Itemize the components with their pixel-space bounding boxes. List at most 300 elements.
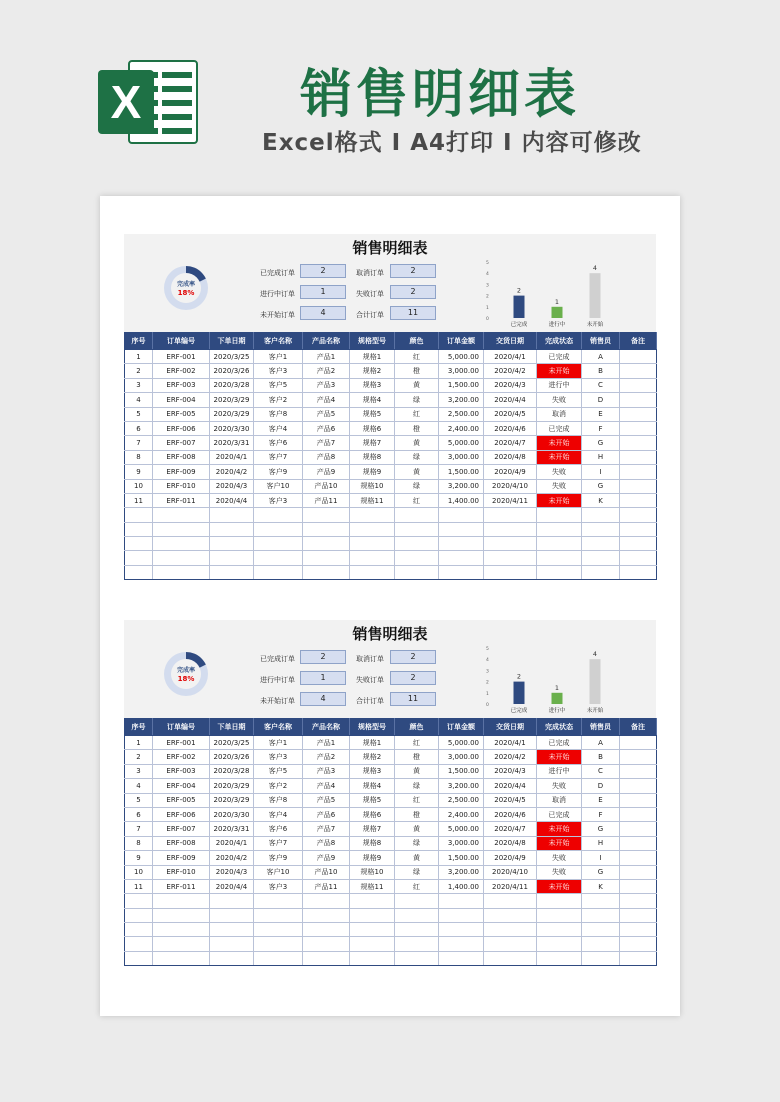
cell-delivery-date[interactable]: 2020/4/8 (484, 836, 537, 850)
cell-order-date[interactable]: 2020/3/29 (210, 407, 254, 421)
cell-color[interactable]: 绿 (395, 479, 439, 493)
cell-delivery-date[interactable]: 2020/4/10 (484, 865, 537, 879)
empty-cell[interactable] (620, 894, 657, 908)
cell-salesperson[interactable]: A (582, 736, 620, 750)
empty-cell[interactable] (537, 565, 582, 579)
cell-spec[interactable]: 规格8 (350, 836, 395, 850)
cell-customer[interactable]: 客户2 (254, 393, 303, 407)
cell-product[interactable]: 产品5 (303, 793, 350, 807)
empty-cell[interactable] (395, 522, 439, 536)
empty-cell[interactable] (439, 537, 484, 551)
cell-order-no[interactable]: ERF-007 (153, 822, 210, 836)
cell-amount[interactable]: 5,000.00 (439, 736, 484, 750)
cell-product[interactable]: 产品2 (303, 364, 350, 378)
empty-cell[interactable] (125, 537, 153, 551)
empty-cell[interactable] (484, 537, 537, 551)
stat-total-value[interactable]: 11 (390, 692, 436, 706)
cell-status[interactable]: 未开始 (537, 750, 582, 764)
empty-cell[interactable] (439, 565, 484, 579)
empty-cell[interactable] (153, 894, 210, 908)
empty-cell[interactable] (620, 565, 657, 579)
cell-product[interactable]: 产品4 (303, 779, 350, 793)
cell-seq[interactable]: 5 (125, 793, 153, 807)
cell-seq[interactable]: 10 (125, 865, 153, 879)
cell-order-no[interactable]: ERF-005 (153, 793, 210, 807)
cell-amount[interactable]: 3,000.00 (439, 750, 484, 764)
empty-cell[interactable] (210, 908, 254, 922)
empty-cell[interactable] (125, 937, 153, 951)
cell-order-no[interactable]: ERF-001 (153, 736, 210, 750)
cell-status[interactable]: 失败 (537, 393, 582, 407)
empty-cell[interactable] (254, 951, 303, 965)
empty-cell[interactable] (153, 951, 210, 965)
cell-seq[interactable]: 10 (125, 479, 153, 493)
empty-cell[interactable] (395, 508, 439, 522)
cell-order-date[interactable]: 2020/4/1 (210, 450, 254, 464)
cell-order-date[interactable]: 2020/3/26 (210, 750, 254, 764)
empty-cell[interactable] (303, 522, 350, 536)
empty-cell[interactable] (484, 565, 537, 579)
cell-remark[interactable] (620, 393, 657, 407)
cell-order-date[interactable]: 2020/3/30 (210, 421, 254, 435)
cell-order-no[interactable]: ERF-006 (153, 421, 210, 435)
cell-order-no[interactable]: ERF-007 (153, 436, 210, 450)
cell-seq[interactable]: 4 (125, 393, 153, 407)
cell-amount[interactable]: 2,400.00 (439, 807, 484, 821)
cell-product[interactable]: 产品10 (303, 479, 350, 493)
cell-product[interactable]: 产品7 (303, 822, 350, 836)
empty-cell[interactable] (439, 908, 484, 922)
cell-seq[interactable]: 11 (125, 493, 153, 507)
empty-cell[interactable] (254, 508, 303, 522)
cell-spec[interactable]: 规格7 (350, 822, 395, 836)
empty-cell[interactable] (439, 937, 484, 951)
empty-cell[interactable] (620, 937, 657, 951)
cell-order-no[interactable]: ERF-005 (153, 407, 210, 421)
cell-order-date[interactable]: 2020/4/4 (210, 879, 254, 893)
cell-amount[interactable]: 3,000.00 (439, 836, 484, 850)
empty-cell[interactable] (153, 522, 210, 536)
empty-cell[interactable] (582, 923, 620, 937)
cell-product[interactable]: 产品3 (303, 764, 350, 778)
cell-status[interactable]: 未开始 (537, 822, 582, 836)
cell-salesperson[interactable]: H (582, 836, 620, 850)
empty-cell[interactable] (582, 894, 620, 908)
cell-seq[interactable]: 11 (125, 879, 153, 893)
cell-customer[interactable]: 客户4 (254, 807, 303, 821)
cell-product[interactable]: 产品1 (303, 350, 350, 364)
empty-cell[interactable] (254, 565, 303, 579)
cell-status[interactable]: 失败 (537, 479, 582, 493)
cell-remark[interactable] (620, 407, 657, 421)
empty-cell[interactable] (537, 508, 582, 522)
empty-cell[interactable] (350, 951, 395, 965)
cell-status[interactable]: 未开始 (537, 836, 582, 850)
cell-color[interactable]: 黄 (395, 822, 439, 836)
cell-remark[interactable] (620, 493, 657, 507)
cell-product[interactable]: 产品6 (303, 807, 350, 821)
cell-status[interactable]: 进行中 (537, 378, 582, 392)
cell-order-date[interactable]: 2020/3/28 (210, 764, 254, 778)
empty-cell[interactable] (125, 951, 153, 965)
cell-order-date[interactable]: 2020/3/29 (210, 393, 254, 407)
cell-spec[interactable]: 规格1 (350, 350, 395, 364)
cell-status[interactable]: 进行中 (537, 764, 582, 778)
cell-delivery-date[interactable]: 2020/4/5 (484, 793, 537, 807)
cell-status[interactable]: 已完成 (537, 807, 582, 821)
empty-cell[interactable] (303, 908, 350, 922)
cell-status[interactable]: 未开始 (537, 493, 582, 507)
cell-color[interactable]: 绿 (395, 393, 439, 407)
cell-customer[interactable]: 客户10 (254, 865, 303, 879)
cell-remark[interactable] (620, 479, 657, 493)
cell-order-date[interactable]: 2020/4/1 (210, 836, 254, 850)
empty-cell[interactable] (153, 565, 210, 579)
cell-seq[interactable]: 3 (125, 764, 153, 778)
cell-seq[interactable]: 5 (125, 407, 153, 421)
cell-remark[interactable] (620, 865, 657, 879)
cell-spec[interactable]: 规格4 (350, 779, 395, 793)
empty-cell[interactable] (395, 923, 439, 937)
cell-order-no[interactable]: ERF-010 (153, 865, 210, 879)
cell-status[interactable]: 失败 (537, 465, 582, 479)
empty-cell[interactable] (395, 951, 439, 965)
cell-remark[interactable] (620, 851, 657, 865)
cell-customer[interactable]: 客户5 (254, 378, 303, 392)
empty-cell[interactable] (395, 551, 439, 565)
cell-status[interactable]: 未开始 (537, 450, 582, 464)
cell-product[interactable]: 产品11 (303, 493, 350, 507)
cell-seq[interactable]: 1 (125, 736, 153, 750)
cell-delivery-date[interactable]: 2020/4/3 (484, 764, 537, 778)
cell-salesperson[interactable]: B (582, 750, 620, 764)
cell-remark[interactable] (620, 378, 657, 392)
stat-in-progress-value[interactable]: 1 (300, 285, 346, 299)
cell-seq[interactable]: 1 (125, 350, 153, 364)
cell-customer[interactable]: 客户7 (254, 450, 303, 464)
empty-cell[interactable] (484, 937, 537, 951)
empty-cell[interactable] (303, 551, 350, 565)
cell-color[interactable]: 红 (395, 736, 439, 750)
cell-customer[interactable]: 客户2 (254, 779, 303, 793)
empty-cell[interactable] (350, 923, 395, 937)
cell-status[interactable]: 失败 (537, 851, 582, 865)
cell-amount[interactable]: 2,500.00 (439, 407, 484, 421)
cell-salesperson[interactable]: E (582, 793, 620, 807)
cell-product[interactable]: 产品4 (303, 393, 350, 407)
empty-cell[interactable] (303, 508, 350, 522)
cell-seq[interactable]: 9 (125, 465, 153, 479)
empty-cell[interactable] (125, 923, 153, 937)
cell-spec[interactable]: 规格10 (350, 479, 395, 493)
empty-cell[interactable] (153, 908, 210, 922)
cell-spec[interactable]: 规格6 (350, 807, 395, 821)
cell-remark[interactable] (620, 750, 657, 764)
cell-delivery-date[interactable]: 2020/4/3 (484, 378, 537, 392)
cell-amount[interactable]: 1,500.00 (439, 378, 484, 392)
cell-status[interactable]: 取消 (537, 793, 582, 807)
empty-cell[interactable] (582, 537, 620, 551)
cell-delivery-date[interactable]: 2020/4/6 (484, 807, 537, 821)
empty-cell[interactable] (303, 565, 350, 579)
empty-cell[interactable] (210, 537, 254, 551)
cell-color[interactable]: 黄 (395, 436, 439, 450)
empty-cell[interactable] (395, 565, 439, 579)
empty-cell[interactable] (484, 951, 537, 965)
cell-order-no[interactable]: ERF-003 (153, 378, 210, 392)
cell-remark[interactable] (620, 793, 657, 807)
empty-cell[interactable] (582, 522, 620, 536)
cell-delivery-date[interactable]: 2020/4/2 (484, 364, 537, 378)
cell-order-date[interactable]: 2020/3/25 (210, 350, 254, 364)
cell-spec[interactable]: 规格5 (350, 793, 395, 807)
cell-product[interactable]: 产品9 (303, 851, 350, 865)
cell-status[interactable]: 失败 (537, 865, 582, 879)
cell-salesperson[interactable]: D (582, 393, 620, 407)
cell-order-no[interactable]: ERF-006 (153, 807, 210, 821)
cell-order-no[interactable]: ERF-010 (153, 479, 210, 493)
empty-cell[interactable] (537, 923, 582, 937)
cell-delivery-date[interactable]: 2020/4/11 (484, 879, 537, 893)
cell-order-no[interactable]: ERF-011 (153, 879, 210, 893)
cell-customer[interactable]: 客户9 (254, 851, 303, 865)
cell-delivery-date[interactable]: 2020/4/1 (484, 736, 537, 750)
cell-customer[interactable]: 客户1 (254, 350, 303, 364)
empty-cell[interactable] (153, 937, 210, 951)
cell-spec[interactable]: 规格8 (350, 450, 395, 464)
cell-order-no[interactable]: ERF-008 (153, 836, 210, 850)
empty-cell[interactable] (537, 537, 582, 551)
empty-cell[interactable] (210, 937, 254, 951)
empty-cell[interactable] (350, 908, 395, 922)
cell-delivery-date[interactable]: 2020/4/4 (484, 779, 537, 793)
cell-amount[interactable]: 1,500.00 (439, 851, 484, 865)
cell-customer[interactable]: 客户9 (254, 465, 303, 479)
cell-amount[interactable]: 1,500.00 (439, 764, 484, 778)
empty-cell[interactable] (350, 937, 395, 951)
cell-remark[interactable] (620, 822, 657, 836)
empty-cell[interactable] (125, 565, 153, 579)
cell-customer[interactable]: 客户3 (254, 493, 303, 507)
cell-salesperson[interactable]: F (582, 807, 620, 821)
cell-order-no[interactable]: ERF-004 (153, 779, 210, 793)
empty-cell[interactable] (350, 522, 395, 536)
cell-spec[interactable]: 规格3 (350, 378, 395, 392)
cell-order-date[interactable]: 2020/3/25 (210, 736, 254, 750)
empty-cell[interactable] (620, 551, 657, 565)
cell-delivery-date[interactable]: 2020/4/1 (484, 350, 537, 364)
cell-seq[interactable]: 3 (125, 378, 153, 392)
empty-cell[interactable] (210, 551, 254, 565)
cell-color[interactable]: 橙 (395, 364, 439, 378)
cell-remark[interactable] (620, 879, 657, 893)
stat-completed-value[interactable]: 2 (300, 650, 346, 664)
cell-remark[interactable] (620, 465, 657, 479)
cell-remark[interactable] (620, 350, 657, 364)
empty-cell[interactable] (439, 551, 484, 565)
cell-order-date[interactable]: 2020/4/3 (210, 479, 254, 493)
empty-cell[interactable] (350, 508, 395, 522)
stat-failed-value[interactable]: 2 (390, 285, 436, 299)
empty-cell[interactable] (620, 522, 657, 536)
empty-cell[interactable] (537, 951, 582, 965)
cell-color[interactable]: 黄 (395, 851, 439, 865)
cell-amount[interactable]: 5,000.00 (439, 436, 484, 450)
empty-cell[interactable] (350, 894, 395, 908)
cell-customer[interactable]: 客户3 (254, 750, 303, 764)
cell-order-date[interactable]: 2020/4/4 (210, 493, 254, 507)
cell-color[interactable]: 绿 (395, 779, 439, 793)
cell-seq[interactable]: 2 (125, 364, 153, 378)
cell-remark[interactable] (620, 807, 657, 821)
empty-cell[interactable] (537, 522, 582, 536)
cell-delivery-date[interactable]: 2020/4/6 (484, 421, 537, 435)
empty-cell[interactable] (125, 522, 153, 536)
cell-salesperson[interactable]: H (582, 450, 620, 464)
cell-color[interactable]: 绿 (395, 450, 439, 464)
cell-product[interactable]: 产品5 (303, 407, 350, 421)
empty-cell[interactable] (395, 937, 439, 951)
cell-delivery-date[interactable]: 2020/4/7 (484, 822, 537, 836)
empty-cell[interactable] (125, 551, 153, 565)
empty-cell[interactable] (582, 937, 620, 951)
cell-salesperson[interactable]: E (582, 407, 620, 421)
cell-amount[interactable]: 3,200.00 (439, 779, 484, 793)
cell-order-date[interactable]: 2020/3/31 (210, 822, 254, 836)
cell-order-no[interactable]: ERF-003 (153, 764, 210, 778)
cell-salesperson[interactable]: I (582, 465, 620, 479)
cell-salesperson[interactable]: K (582, 493, 620, 507)
empty-cell[interactable] (303, 537, 350, 551)
cell-seq[interactable]: 2 (125, 750, 153, 764)
empty-cell[interactable] (439, 923, 484, 937)
cell-order-date[interactable]: 2020/3/30 (210, 807, 254, 821)
cell-delivery-date[interactable]: 2020/4/7 (484, 436, 537, 450)
empty-cell[interactable] (620, 923, 657, 937)
cell-seq[interactable]: 6 (125, 421, 153, 435)
cell-salesperson[interactable]: G (582, 479, 620, 493)
cell-order-date[interactable]: 2020/3/29 (210, 793, 254, 807)
cell-amount[interactable]: 5,000.00 (439, 822, 484, 836)
cell-customer[interactable]: 客户7 (254, 836, 303, 850)
cell-seq[interactable]: 7 (125, 822, 153, 836)
cell-product[interactable]: 产品2 (303, 750, 350, 764)
cell-amount[interactable]: 2,500.00 (439, 793, 484, 807)
cell-status[interactable]: 失败 (537, 779, 582, 793)
cell-spec[interactable]: 规格4 (350, 393, 395, 407)
empty-cell[interactable] (395, 908, 439, 922)
cell-order-no[interactable]: ERF-002 (153, 750, 210, 764)
cell-customer[interactable]: 客户10 (254, 479, 303, 493)
cell-salesperson[interactable]: B (582, 364, 620, 378)
cell-seq[interactable]: 7 (125, 436, 153, 450)
empty-cell[interactable] (537, 551, 582, 565)
cell-order-date[interactable]: 2020/3/26 (210, 364, 254, 378)
cell-order-no[interactable]: ERF-011 (153, 493, 210, 507)
cell-delivery-date[interactable]: 2020/4/9 (484, 851, 537, 865)
empty-cell[interactable] (439, 508, 484, 522)
stat-cancelled-value[interactable]: 2 (390, 650, 436, 664)
empty-cell[interactable] (153, 923, 210, 937)
cell-color[interactable]: 黄 (395, 378, 439, 392)
empty-cell[interactable] (439, 522, 484, 536)
empty-cell[interactable] (210, 565, 254, 579)
cell-remark[interactable] (620, 736, 657, 750)
cell-spec[interactable]: 规格11 (350, 879, 395, 893)
empty-cell[interactable] (254, 522, 303, 536)
cell-remark[interactable] (620, 436, 657, 450)
cell-remark[interactable] (620, 764, 657, 778)
cell-status[interactable]: 已完成 (537, 350, 582, 364)
cell-color[interactable]: 红 (395, 407, 439, 421)
empty-cell[interactable] (153, 551, 210, 565)
cell-spec[interactable]: 规格9 (350, 851, 395, 865)
cell-spec[interactable]: 规格2 (350, 750, 395, 764)
cell-color[interactable]: 橙 (395, 421, 439, 435)
empty-cell[interactable] (582, 565, 620, 579)
cell-spec[interactable]: 规格6 (350, 421, 395, 435)
cell-remark[interactable] (620, 421, 657, 435)
cell-order-date[interactable]: 2020/4/2 (210, 851, 254, 865)
cell-status[interactable]: 取消 (537, 407, 582, 421)
empty-cell[interactable] (620, 908, 657, 922)
cell-amount[interactable]: 3,000.00 (439, 364, 484, 378)
cell-product[interactable]: 产品1 (303, 736, 350, 750)
cell-amount[interactable]: 3,000.00 (439, 450, 484, 464)
empty-cell[interactable] (254, 908, 303, 922)
cell-spec[interactable]: 规格7 (350, 436, 395, 450)
cell-order-no[interactable]: ERF-008 (153, 450, 210, 464)
cell-color[interactable]: 红 (395, 493, 439, 507)
empty-cell[interactable] (537, 937, 582, 951)
empty-cell[interactable] (254, 923, 303, 937)
cell-amount[interactable]: 3,200.00 (439, 865, 484, 879)
cell-spec[interactable]: 规格2 (350, 364, 395, 378)
empty-cell[interactable] (620, 537, 657, 551)
cell-delivery-date[interactable]: 2020/4/11 (484, 493, 537, 507)
empty-cell[interactable] (620, 508, 657, 522)
cell-product[interactable]: 产品9 (303, 465, 350, 479)
cell-color[interactable]: 绿 (395, 836, 439, 850)
empty-cell[interactable] (303, 937, 350, 951)
empty-cell[interactable] (303, 951, 350, 965)
empty-cell[interactable] (439, 894, 484, 908)
empty-cell[interactable] (537, 894, 582, 908)
cell-seq[interactable]: 9 (125, 851, 153, 865)
empty-cell[interactable] (395, 894, 439, 908)
cell-remark[interactable] (620, 779, 657, 793)
empty-cell[interactable] (303, 923, 350, 937)
cell-customer[interactable]: 客户1 (254, 736, 303, 750)
cell-spec[interactable]: 规格5 (350, 407, 395, 421)
empty-cell[interactable] (484, 508, 537, 522)
empty-cell[interactable] (484, 923, 537, 937)
cell-order-date[interactable]: 2020/3/29 (210, 779, 254, 793)
stat-in-progress-value[interactable]: 1 (300, 671, 346, 685)
empty-cell[interactable] (350, 551, 395, 565)
cell-salesperson[interactable]: I (582, 851, 620, 865)
cell-delivery-date[interactable]: 2020/4/2 (484, 750, 537, 764)
cell-color[interactable]: 红 (395, 879, 439, 893)
empty-cell[interactable] (350, 537, 395, 551)
cell-salesperson[interactable]: G (582, 822, 620, 836)
empty-cell[interactable] (153, 537, 210, 551)
cell-delivery-date[interactable]: 2020/4/8 (484, 450, 537, 464)
empty-cell[interactable] (210, 508, 254, 522)
cell-order-date[interactable]: 2020/3/31 (210, 436, 254, 450)
cell-order-no[interactable]: ERF-009 (153, 851, 210, 865)
cell-status[interactable]: 未开始 (537, 436, 582, 450)
